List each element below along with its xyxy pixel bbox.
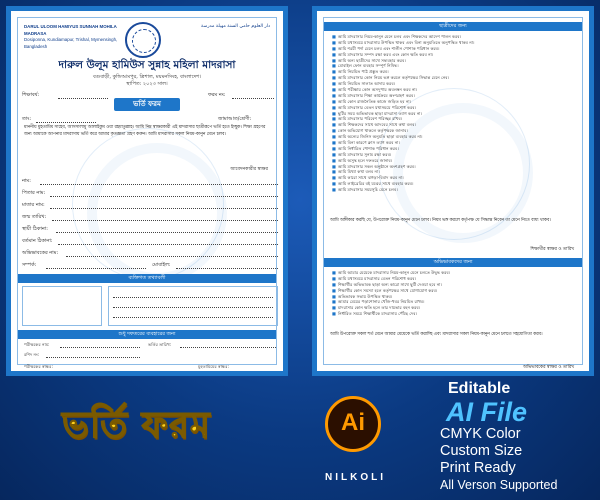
student-rules-title: ছাত্রীদের জন্য <box>324 22 582 31</box>
rule-text: আমি মাদরাসার সময়সূচি মেনে চলব। <box>337 187 398 193</box>
form-border <box>17 17 277 369</box>
rule-text: আমি মাদরাসার শিক্ষা কার্যক্রমে অংশগ্রহণ করব। <box>337 92 415 98</box>
rule-text: শিক্ষার্থীর কোন সমস্যা হলে কর্তৃপক্ষের সাথে যোগাযোগ করব। <box>337 287 438 293</box>
rule-text: আমি শিক্ষকদের সাথে আদবের সাথে কথা বলব। <box>337 122 416 128</box>
header-english <box>24 24 120 50</box>
rule-text: আমি যথাসময়ে মাদরাসায় উপস্থিত থাকব এবং বিনা অনুমতিতে অনুপস্থিত থাকব না। <box>337 39 475 45</box>
field-label: মাতার নাম: <box>22 202 45 208</box>
bullet-icon: ■ <box>332 163 336 169</box>
bullet-icon: ■ <box>332 81 336 87</box>
bullet-icon: ■ <box>332 87 336 93</box>
field-label: স্থায়ী ঠিকানা: <box>22 226 48 232</box>
application-paragraph: মাননীয় মুহতামিম সাহেব, আসসালামু আলাইকুম ওয়া রহমাতুল্লাহ। আমি নিম্ন স্বাক্ষরকারী এই মাদরাসার ছাত্রীরূপে ভর্তি হতে ইচ্ছুক। শিক্ষা গ্রহণের জন্য আমাকে আপনার মাদরাসায় ভর্তি করে আমার কৃতজ্ঞতা গ্রহণ করুন। আমি মাদরাসার সকল নিয়ম-কানুন মেনে চলব। <box>24 125 266 137</box>
guardian-pledge: আমি উপরোক্ত সকল শর্ত মেনে আমার মেয়েকে ভর্তি করাচ্ছি এবং মাদরাসার সকল নিয়ম-কানুন মেনে চলতে সহযোগিতা করব। <box>330 332 543 337</box>
bullet-icon: ■ <box>332 305 336 311</box>
rule-text: নির্ধারিত সময়ে শিক্ষার্থীকে মাদরাসায় পৌঁছে দেব। <box>337 311 418 317</box>
form-no-label: ফরম নং: <box>208 92 226 98</box>
bullet-icon: ■ <box>332 92 336 98</box>
promo-ai-file: AI File <box>446 397 528 427</box>
admission-form-back <box>312 6 594 376</box>
rule-text: আমি নির্ধারিত পোশাক পরিধান করব। <box>337 145 399 151</box>
name-field[interactable] <box>40 184 278 185</box>
field-label: অভিভাবকের নাম: <box>22 250 59 256</box>
rule-text: আমি অন্যের জিনিস অনুমতি ছাড়া ব্যবহার করব না। <box>337 134 423 140</box>
personal-info-section-bar: ব্যক্তিগত তথ্যাবলী <box>18 274 276 283</box>
bullet-icon: ■ <box>332 181 336 187</box>
guardian-signature-label: অভিভাবকের স্বাক্ষর ও তারিখ <box>522 365 574 370</box>
mother-name-field[interactable] <box>50 208 278 209</box>
bullet-icon: ■ <box>332 293 336 299</box>
institution-address-en: Dosiponna, Kundiamapur, Trishal, Mymensingh, Bangladesh <box>24 37 118 49</box>
rule-text: আমি অন্য ছাত্রীদের সাথে সদ্ব্যবহার করব। <box>337 57 406 63</box>
office-field-label: ভর্তির তারিখ: <box>148 342 172 347</box>
session-label: শিক্ষাবর্ষ: <box>22 92 40 98</box>
rule-text: আমি বিনা কারণে ক্লাস ত্যাগ করব না। <box>337 140 400 146</box>
bullet-icon: ■ <box>332 157 336 163</box>
rule-text: আমি শরয়ী পর্দা মেনে চলব এবং শালীন পোশাক পরিধান করব। <box>337 45 440 51</box>
student-pledge: আমি অঙ্গীকার করছি যে, উপরোক্ত নিয়ম-কানুন মেনে চলব। নিয়ম ভঙ্গ করলে কর্তৃপক্ষ যে সিদ্ধান্ত নিবেন তা মেনে নিতে বাধ্য থাকব। <box>330 218 551 223</box>
guardian-rules-list <box>332 270 576 317</box>
bullet-icon: ■ <box>332 287 336 293</box>
mobile-field[interactable] <box>176 268 278 269</box>
office-field-label: রশিদ নং: <box>24 352 40 357</box>
bullet-icon: ■ <box>332 39 336 45</box>
bullet-icon: ■ <box>332 45 336 51</box>
bullet-icon: ■ <box>332 145 336 151</box>
bullet-icon: ■ <box>332 110 336 116</box>
bullet-icon: ■ <box>332 169 336 175</box>
rule-text: আমি অসুস্থ হলে দফতরে জানাব। <box>337 157 393 163</box>
examiner-name-field[interactable] <box>60 347 140 348</box>
rule-text: আমি মাদরাসার সকল অনুষ্ঠানে অংশগ্রহণ করব। <box>337 163 416 169</box>
office-field-label: পরীক্ষকের স্বাক্ষর: <box>24 364 53 369</box>
date-label: তাং: <box>22 116 32 122</box>
info-line[interactable] <box>113 307 273 308</box>
bullet-icon: ■ <box>332 134 336 140</box>
student-rules-list <box>332 34 576 193</box>
rule-text: আমার মেয়ের পড়াশোনার খোঁজ-খবর নিয়মিত রাখব। <box>337 299 425 305</box>
office-field-label: পরীক্ষকের নাম: <box>24 342 50 347</box>
form-border <box>323 17 583 370</box>
photo-box[interactable] <box>22 286 102 326</box>
rule-text: শিক্ষার্থীর অভিভাবক ছাড়া অন্য কারো সাথে ছুটি দেওয়া হবে না। <box>337 281 442 287</box>
bullet-icon: ■ <box>332 299 336 305</box>
brand-name: NILKOLI <box>325 472 386 483</box>
ai-badge-text: Ai <box>341 409 365 436</box>
rule-text: আমি আমার মেয়েকে মাদরাসার নিয়ম-কানুন মেনে চলতে উদ্বুদ্ধ করব। <box>337 270 451 275</box>
applicant-signature-label: আবেদনকারীর স্বাক্ষর <box>230 167 268 172</box>
promo-custom-size: Custom Size <box>440 443 523 459</box>
rule-text: আমি কারো সাথে ঝগড়া-বিবাদ করব না। <box>337 175 404 181</box>
header-arabic: دار العلوم حامي السنة مهيلة مدرسة <box>201 24 270 29</box>
personal-info-box <box>108 286 278 326</box>
bullet-icon: ■ <box>332 75 336 81</box>
rule-text: মোবাইল ফোন ব্যবহার সম্পূর্ণ নিষিদ্ধ। <box>337 63 399 69</box>
date-line[interactable] <box>36 122 96 123</box>
father-name-field[interactable] <box>50 196 278 197</box>
established-year: স্থাপিত: ২০২৩ সাল। <box>126 81 168 87</box>
rule-text: আমি মাদরাসার বেতন যথাসময়ে পরিশোধ করব। <box>337 104 417 110</box>
rule-text: আমি লাইব্রেরির বই যত্নের সাথে ব্যবহার করব। <box>337 181 414 187</box>
class-label: জামাআত/শ্রেণী: <box>218 116 252 122</box>
promo-cmyk: CMYK Color <box>440 426 521 442</box>
rule-text: আমি নিয়মিত পাঠ প্রস্তুত করব। <box>337 69 389 75</box>
rule-text: আমি কোন রাজনৈতিক কাজে জড়িত হব না। <box>337 98 412 104</box>
guardian-rules-title: অভিভাবকদের জন্য <box>324 258 582 267</box>
bullet-icon: ■ <box>332 116 336 122</box>
bullet-icon: ■ <box>332 51 336 57</box>
bullet-icon: ■ <box>332 34 336 39</box>
field-label: নাম: <box>22 178 31 184</box>
institution-name-bn: দারুল উলূম হামিউস সুন্নাহ মহিলা মাদরাসা <box>58 59 236 71</box>
field-label: জন্ম তারিখ: <box>22 214 47 220</box>
bullet-icon: ■ <box>332 281 336 287</box>
student-signature-label: শিক্ষার্থীর স্বাক্ষর ও তারিখ <box>530 247 574 252</box>
promo-version: All Verson Supported <box>440 478 558 492</box>
rule-text: আমি মাদরাসার পরিবেশ পরিচ্ছন্ন রাখব। <box>337 116 403 122</box>
bullet-icon: ■ <box>332 311 336 317</box>
rule-item <box>332 187 576 193</box>
rule-text: আমি মাদরাসার নিয়ম-কানুন মেনে চলব এবং শিক্ষকদের আদেশ পালন করব। <box>337 34 462 39</box>
rule-text: অভিভাবক সভায় উপস্থিত থাকব। <box>337 293 393 299</box>
info-line[interactable] <box>113 317 273 318</box>
bullet-icon: ■ <box>332 63 336 69</box>
illustrator-logo-icon <box>325 396 381 452</box>
bullet-icon: ■ <box>332 187 336 193</box>
rule-text: আমি নিয়মিত সালাত আদায় করব। <box>337 81 396 87</box>
rule-text: আমি যথাসময়ে মাদরাসার বেতন পরিশোধ করব। <box>337 275 417 281</box>
rule-text: আমি মাদরাসার সম্পদ রক্ষা করব এবং কোন ক্ষতি করব না। <box>337 51 434 57</box>
banner-title: ভর্তি ফরম <box>62 405 211 446</box>
rule-text: আমি মিথ্যা কথা বলব না। <box>337 169 380 175</box>
bullet-icon: ■ <box>332 270 336 275</box>
field-label: পিতার নাম: <box>22 190 46 196</box>
guardian-name-field[interactable] <box>66 256 278 257</box>
rule-text: মাদরাসার কোন ক্ষতি হলে তার দায়ভার বহন করব। <box>337 305 421 311</box>
receipt-no-field[interactable] <box>46 357 140 358</box>
promo-features <box>440 380 557 493</box>
rule-text: কোন অভিযোগ থাকলে কর্তৃপক্ষকে জানাব। <box>337 128 408 134</box>
field-label: সম্পর্ক: <box>22 262 37 268</box>
institution-address-bn: বগুবাড়ী, কুন্ডিআমপুর, ত্রিশাল, ময়মনসিংহ, বাংলাদেশ। <box>92 74 201 80</box>
rule-item <box>332 311 576 317</box>
promo-print-ready: Print Ready <box>440 460 516 476</box>
bullet-icon: ■ <box>332 151 336 157</box>
bullet-icon: ■ <box>332 122 336 128</box>
madrasa-logo-icon <box>125 22 161 58</box>
present-address-field[interactable] <box>58 244 278 245</box>
office-field-label: মুহতামিমের স্বাক্ষর: <box>198 364 229 369</box>
rule-text: আমি মাদরাসার কোন নিয়ম ভঙ্গ করলে কর্তৃপক্ষের সিদ্ধান্ত মেনে নেব। <box>337 75 450 81</box>
bullet-icon: ■ <box>332 69 336 75</box>
bullet-icon: ■ <box>332 140 336 146</box>
bullet-icon: ■ <box>332 104 336 110</box>
field-label: বর্তমান ঠিকানা: <box>22 238 53 244</box>
rule-text: আমি পরীক্ষায় কোন অসদুপায় অবলম্বন করব না। <box>337 87 418 93</box>
bullet-icon: ■ <box>332 98 336 104</box>
form-title-badge: ভর্তি ফরম <box>114 98 180 111</box>
bullet-icon: ■ <box>332 57 336 63</box>
office-use-section-bar: শুধু দফতরের ব্যবহারের জন্য <box>18 330 276 339</box>
bullet-icon: ■ <box>332 275 336 281</box>
birth-date-field[interactable] <box>52 220 278 221</box>
session-line[interactable] <box>58 98 108 99</box>
rule-text: ছুটির সময় অভিভাবক ছাড়া মাদরাসা ত্যাগ করব না। <box>337 110 422 116</box>
info-line[interactable] <box>113 297 273 298</box>
relation-field[interactable] <box>46 268 146 269</box>
permanent-address-field[interactable] <box>56 232 278 233</box>
institution-name-en: DARUL ULOOM HAMIYUS SUNNAH MOHILA MADRASA <box>24 24 117 36</box>
admission-date-field[interactable] <box>180 347 276 348</box>
bullet-icon: ■ <box>332 175 336 181</box>
admission-form-front <box>6 6 288 376</box>
bullet-icon: ■ <box>332 128 336 134</box>
rule-text: আমি মাদরাসার সুনাম রক্ষা করব। <box>337 151 392 157</box>
field-label: মোবাইল: <box>152 262 171 268</box>
form-no-line[interactable] <box>232 98 274 99</box>
promo-editable: Editable <box>448 380 511 397</box>
